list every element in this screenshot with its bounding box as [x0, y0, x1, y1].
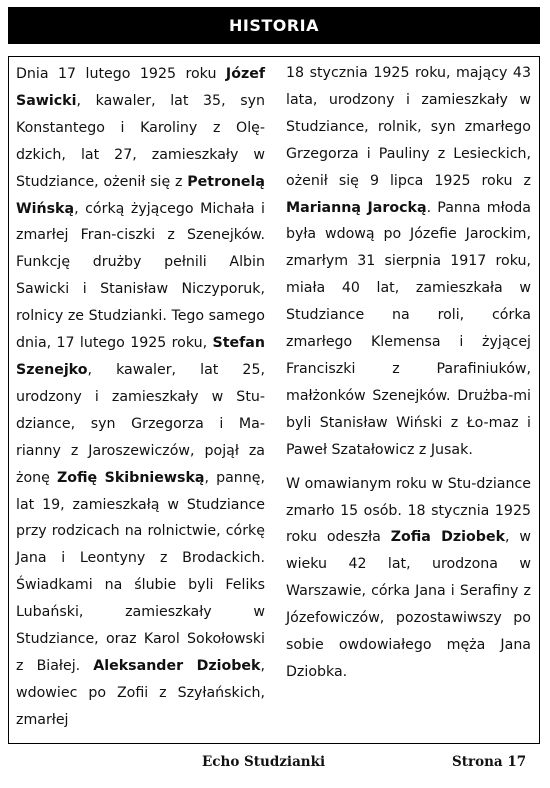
person-name: Stefan Szenejko	[16, 335, 265, 378]
text-run: , w wieku 42 lat, urodzona w Warszawie, córka Jana i Serafiny z Józefowiczów, pozostawiwszy po sobie owdowiałego męża Jana Dziobka.	[286, 529, 532, 680]
article-paragraph	[286, 60, 531, 464]
text-run: W omawianym roku w Stu-dziance zmarło 15 osób. 18 stycznia 1925 roku odeszła	[286, 475, 531, 546]
person-name: Józef Sawicki	[16, 66, 265, 109]
article-column-right	[286, 60, 531, 686]
article-column-left	[16, 61, 265, 734]
page-number: Strona 17	[452, 754, 527, 770]
text-run: , córką żyjącego Michała i zmarłej Fran-ciszki z Szenejków. Funkcję drużby pełnili Albin Sawicki i Stanisław Niczyporuk, rolnicy ze Studzianki. Tego samego dnia, 17 lutego 1925 roku,	[16, 200, 265, 352]
text-run: 18 stycznia 1925 roku, mający 43 lata, urodzony i zamieszkały w Studziance, rolnik, syn zmarłego Grzegorza i Pauliny z Lesieckich, ożenił się 9 lipca 1925 roku z	[286, 65, 531, 189]
article-paragraph	[16, 61, 265, 734]
text-run: . Panna młoda była wdową po Józefie Jarockim, zmarłym 31 sierpnia 1917 roku, miała 40 lat, zamieszkała w Studziance na roli, córka zmarłego Klemensa i żyjącej Franciszki z Parafiniuków, małżonków Szenejków. Drużba-mi byli Stanisław Wiński z Ło-maz i Paweł Szatałowicz z Jusak.	[286, 199, 531, 458]
section-title: HISTORIA	[228, 16, 320, 35]
text-run: , kawaler, lat 35, syn Konstantego i Karoliny z Olę-dzkich, lat 27, zamieszkały w Studziance, ożenił się z	[16, 92, 265, 190]
text-run: , pannę, lat 19, zamieszkałą w Studziance przy rodzicach na rolnictwie, córkę Jana i Leontyny z Brodackich. Świadkami na ślubie byli Feliks Lubański, zamieszkały w Studziance, oraz Karol Sokołowski z Białej.	[16, 469, 265, 674]
text-run: , wdowiec po Zofii z Szyłańskich, zmarłej	[16, 657, 265, 728]
person-name: Petronelą Wińską	[16, 173, 265, 217]
person-name: Marianną Jarocką	[286, 199, 427, 216]
person-name: Aleksander Dziobek	[93, 657, 261, 674]
person-name: Zofia Dziobek	[390, 529, 506, 546]
publication-name: Echo Studzianki	[202, 754, 326, 770]
person-name: Zofię Skibniewską	[56, 469, 205, 486]
section-header	[8, 7, 540, 44]
text-run: , kawaler, lat 25, urodzony i zamieszkały w Stu-dziance, syn Grzegorza i Ma-rianny z Jaroszewiczów, pojął za żonę	[16, 361, 265, 486]
text-run: Dnia 17 lutego 1925 roku	[16, 66, 226, 82]
article-frame	[8, 56, 540, 744]
article-paragraph	[286, 471, 531, 686]
